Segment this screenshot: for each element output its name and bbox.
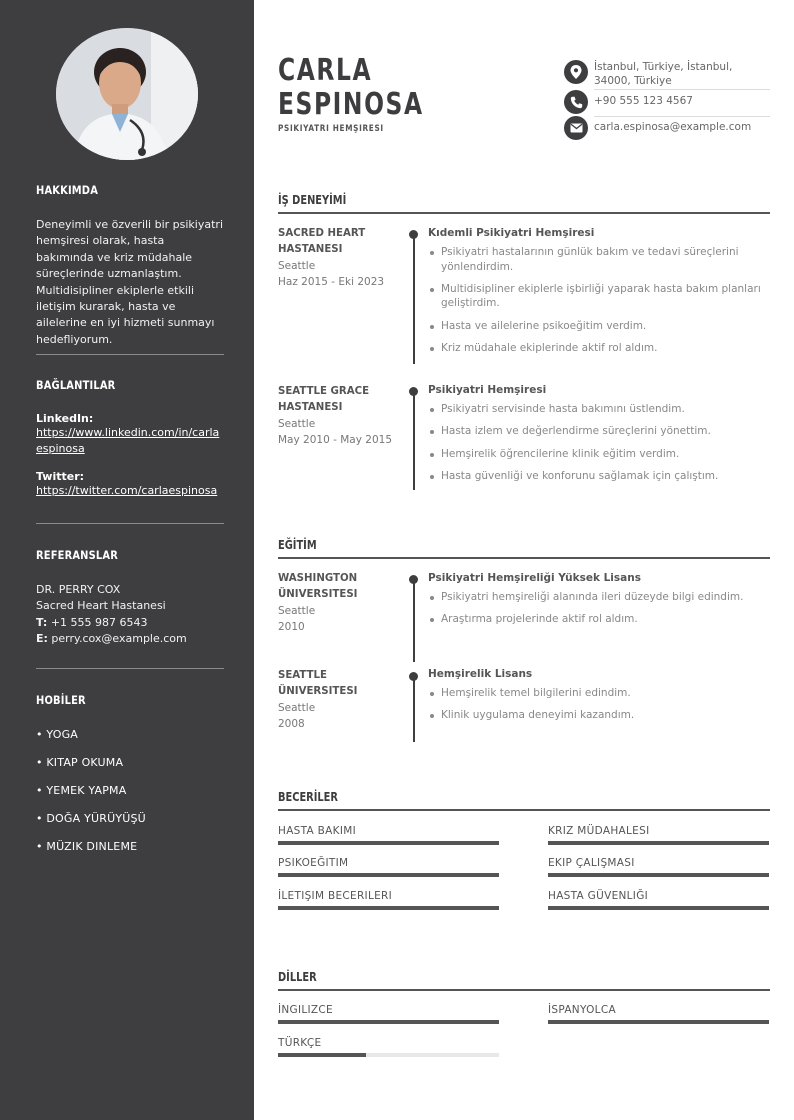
employer-name: SACRED HEART HASTANESI bbox=[278, 228, 366, 255]
education-bullet: Klinik uygulama deneyimi kazandım. bbox=[428, 708, 770, 723]
sidebar-divider bbox=[36, 523, 224, 524]
timeline-line bbox=[413, 234, 415, 364]
experience-meta bbox=[278, 226, 396, 290]
reference-name: DR. PERRY COX bbox=[36, 583, 121, 596]
sidebar-divider bbox=[36, 354, 224, 355]
skill-item: HASTA BAKIMI bbox=[278, 825, 499, 845]
contact-phone: +90 555 123 4567 bbox=[564, 90, 770, 114]
education-details bbox=[428, 572, 770, 635]
section-rule bbox=[278, 212, 770, 214]
languages-heading: DİLLER bbox=[278, 970, 317, 984]
contact-address: İstanbul, Türkiye, İstanbul, 34000, Türkiye bbox=[564, 60, 770, 88]
profile-photo bbox=[56, 28, 198, 160]
skills-heading: BECERİLER bbox=[278, 790, 338, 804]
skill-item: HASTA GÜVENLIĞI bbox=[548, 890, 769, 910]
language-item: İSPANYOLCA bbox=[548, 1004, 769, 1024]
reference-phone-label: T: bbox=[36, 615, 48, 629]
education-bullet: Hemşirelik temel bilgilerini edindim. bbox=[428, 686, 770, 701]
experience-details bbox=[428, 227, 770, 363]
education-meta bbox=[278, 668, 396, 732]
timeline-dot bbox=[409, 575, 418, 584]
experience-bullet: Hasta güvenliği ve konforunu sağlamak için çalıştım. bbox=[428, 469, 770, 484]
reference-email-label: E: bbox=[36, 632, 48, 646]
contact-email: carla.espinosa@example.com bbox=[564, 116, 770, 140]
degree-name: Hemşirelik Lisans bbox=[428, 668, 533, 680]
experience-details bbox=[428, 384, 770, 491]
employment-dates: Haz 2015 - Eki 2023 bbox=[278, 276, 385, 288]
experience-bullet: Psikiyatri servisinde hasta bakımını üstlendim. bbox=[428, 402, 770, 417]
section-rule bbox=[278, 557, 770, 559]
reference-email: perry.cox@example.com bbox=[51, 632, 187, 646]
employer-name: SEATTLE GRACE HASTANESI bbox=[278, 386, 370, 413]
experience-bullet: Hasta ve ailelerine psikoeğitim verdim. bbox=[428, 319, 770, 334]
timeline-dot bbox=[409, 387, 418, 396]
employer-city: Seattle bbox=[278, 418, 316, 430]
links-heading: BAĞLANTILAR bbox=[36, 378, 116, 392]
location-pin-icon bbox=[564, 60, 588, 84]
skill-bar bbox=[278, 841, 499, 845]
section-rule bbox=[278, 809, 770, 811]
experience-bullet: Multidisipliner ekiplerle işbirliği yaparak hasta bakım planları geliştirdim. bbox=[428, 282, 770, 311]
language-bar bbox=[548, 1020, 769, 1024]
about-heading: HAKKIMDA bbox=[36, 183, 99, 197]
experience-bullet: Psikiyatri hastalarının günlük bakım ve tedavi süreçlerini yönlendirdim. bbox=[428, 245, 770, 274]
twitter-label: Twitter: bbox=[36, 470, 85, 483]
linkedin-label: LinkedIn: bbox=[36, 412, 94, 425]
degree-name: Psikiyatri Hemşireliği Yüksek Lisans bbox=[428, 572, 641, 584]
language-item: TÜRKÇE bbox=[278, 1037, 499, 1057]
skill-bar bbox=[548, 906, 769, 910]
hobby-item: • KITAP OKUMA bbox=[36, 756, 124, 769]
graduation-year: 2008 bbox=[278, 718, 305, 730]
reference-block bbox=[36, 582, 224, 648]
hobby-item: • YEMEK YAPMA bbox=[36, 784, 127, 797]
timeline-line bbox=[413, 578, 415, 662]
experience-bullet: Kriz müdahale ekiplerinde aktif rol aldım. bbox=[428, 341, 770, 356]
reference-phone: +1 555 987 6543 bbox=[50, 615, 148, 629]
job-title: PSIKIYATRI HEMŞIRESI bbox=[278, 124, 384, 134]
timeline-line bbox=[413, 674, 415, 742]
reference-org: Sacred Heart Hastanesi bbox=[36, 599, 166, 613]
employment-dates: May 2010 - May 2015 bbox=[278, 434, 392, 446]
timeline-line bbox=[413, 388, 415, 490]
hobbies-list bbox=[36, 728, 224, 868]
employer-city: Seattle bbox=[278, 260, 316, 272]
school-name: SEATTLE ÜNIVERSITESI bbox=[278, 670, 358, 697]
school-name: WASHINGTON ÜNIVERSITESI bbox=[278, 573, 358, 600]
school-city: Seattle bbox=[278, 702, 316, 714]
about-text: Deneyimli ve özverili bir psikiyatri hemşiresi olarak, hasta bakımında ve kriz müdahale süreçlerinde uzmanlaştım. Multidisipliner ekiplerle etkili iletişim kurarak, hasta ve ailelerine en iyi hizmeti sunmayı hedefliyorum. bbox=[36, 218, 224, 346]
language-bar bbox=[278, 1053, 366, 1057]
experience-meta bbox=[278, 384, 396, 448]
person-name: CARLA ESPINOSA bbox=[278, 53, 424, 122]
twitter-link[interactable]: https://twitter.com/carlaespinosa bbox=[36, 484, 218, 497]
hobbies-heading: HOBİLER bbox=[36, 693, 86, 707]
school-city: Seattle bbox=[278, 605, 316, 617]
skill-item: İLETIŞIM BECERILERI bbox=[278, 890, 499, 910]
section-rule bbox=[278, 989, 770, 991]
hobby-item: • YOGA bbox=[36, 728, 79, 741]
references-heading: REFERANSLAR bbox=[36, 548, 119, 562]
skill-bar bbox=[278, 873, 499, 877]
skill-bar bbox=[548, 873, 769, 877]
experience-bullet: Hemşirelik öğrencilerine klinik eğitim verdim. bbox=[428, 447, 770, 462]
education-bullet: Psikiyatri hemşireliği alanında ileri düzeyde bilgi edindim. bbox=[428, 590, 770, 605]
job-role: Psikiyatri Hemşiresi bbox=[428, 384, 547, 396]
education-details bbox=[428, 668, 770, 731]
graduation-year: 2010 bbox=[278, 621, 305, 633]
experience-bullet: Hasta izlem ve değerlendirme süreçlerini yönettim. bbox=[428, 424, 770, 439]
linkedin-link[interactable]: https://www.linkedin.com/in/carlaespinosa bbox=[36, 426, 220, 455]
timeline-dot bbox=[409, 230, 418, 239]
job-role: Kıdemli Psikiyatri Hemşiresi bbox=[428, 227, 595, 239]
hobby-item: • DOĞA YÜRÜYÜŞÜ bbox=[36, 812, 146, 825]
skill-bar bbox=[548, 841, 769, 845]
education-meta bbox=[278, 571, 396, 635]
education-heading: EĞİTİM bbox=[278, 538, 317, 552]
envelope-icon bbox=[564, 116, 588, 140]
sidebar-divider bbox=[36, 668, 224, 669]
experience-heading: İŞ DENEYİMİ bbox=[278, 193, 347, 207]
skill-item: PSIKOEĞITIM bbox=[278, 857, 499, 877]
education-bullet: Araştırma projelerinde aktif rol aldım. bbox=[428, 612, 770, 627]
timeline-dot bbox=[409, 672, 418, 681]
language-item: İNGILIZCE bbox=[278, 1004, 499, 1024]
language-bar bbox=[278, 1020, 499, 1024]
skill-item: KRIZ MÜDAHALESI bbox=[548, 825, 769, 845]
skill-bar bbox=[278, 906, 499, 910]
hobby-item: • MÜZIK DINLEME bbox=[36, 840, 138, 853]
phone-icon bbox=[564, 90, 588, 114]
skill-item: EKIP ÇALIŞMASI bbox=[548, 857, 769, 877]
sidebar bbox=[0, 0, 254, 1120]
